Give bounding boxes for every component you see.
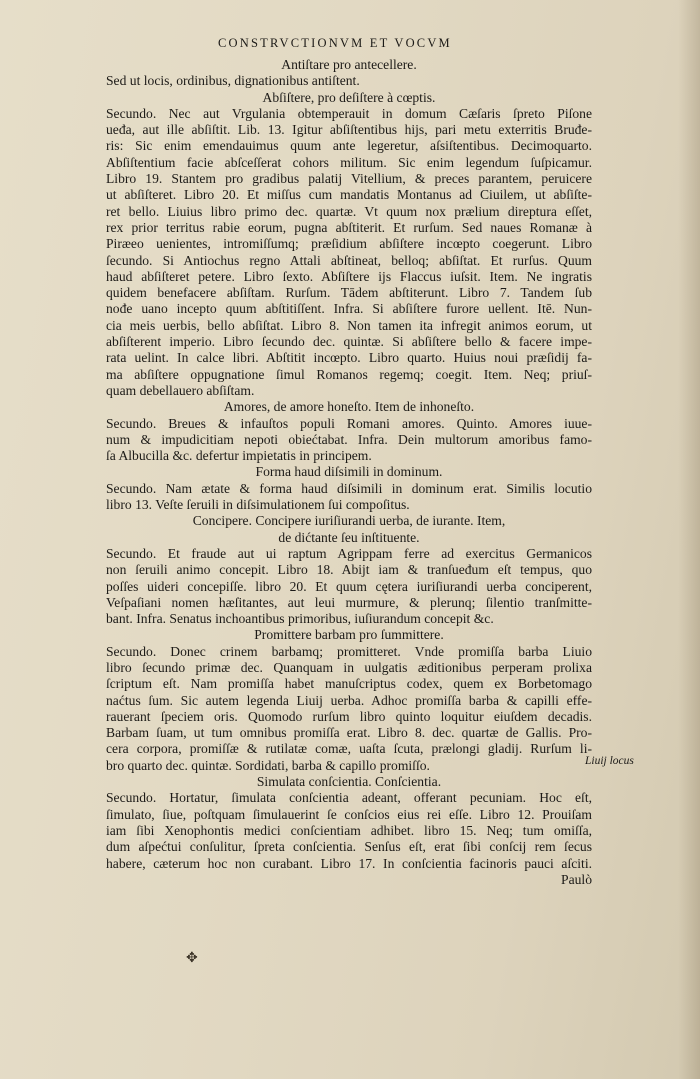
text-line: Sed ut locis, ordinibus, dignationibus antiſtent. [106, 73, 360, 89]
text-line: ſa Albucilla &c. defertur impietatis in principem. [106, 448, 372, 464]
text-line: bro quarto dec. quintæ. Sordidati, barba & capillo promiſſo. [106, 757, 430, 773]
text-line: Secundo. Hortatur, ſimulata conſcientia adeant, offerant pecuniam. Hoc eſt, [106, 790, 592, 806]
text-line: poſſes uideri concepiſſe. libro 20. Et quum cętera iuriſiurandi uerba conciperent, [106, 578, 592, 594]
text-line: ris: Sic enim emendauimus quum ante legeretur, aſsiſtentibus. Decimoquarto. [106, 138, 592, 154]
text-line: ret bello. Liuius libro primo dec. quartæ. Vt quum nox prælium direptura eſſet, [106, 203, 592, 219]
text-line: quidem benefacere abſiſtam. Rurſum. Tādem abſtiterunt. Libro 7. Tandem ſub [106, 285, 592, 301]
text-line: ſcriptum eſt. Nam promiſſa habet manuſcriptus codex, quem ex Borbetomago [106, 676, 592, 692]
text-line: cia meis uerbis, bello abſiſtat. Libro 8. Non tamen ita infregit animos eorum, ut [106, 317, 592, 333]
text-line: cera corpora, promiſſæ & rutilatæ comæ, uaſta ſcuta, prælongi gladij. Rurſum li- [106, 741, 592, 757]
section-heading-line: Amores, de amore honeſto. Item de inhoneſto. [223, 399, 475, 415]
text-line: ſimulato, ſiue, poſtquam ſimulauerint ſe conſcios eius rei eſſe. Libro 12. Prouiſam [106, 806, 592, 822]
section-heading-line: Abſiſtere, pro deſiſtere à cœptis. [262, 89, 436, 105]
text-line: Barbam ſuam, ut tum omnibus promiſſa erat. Libro 8. dec. quartæ de Gallis. Pro- [106, 725, 592, 741]
text-line: iam ſibi Xenophontis medici conſcientiam adhibet. libro 15. Neq; tum omiſſa, [106, 822, 592, 838]
ornament-icon: ✥ [186, 950, 198, 966]
text-line: ma abſiſtere oppugnatione ſimul Romanos regemq; coegit. Item. Neq; priuſ- [106, 366, 592, 382]
page-edge-shadow [678, 0, 700, 1079]
catchword: Paulò [561, 871, 592, 887]
text-line: libro ſecundo primæ dec. Quanquam in uulgatis æditionibus perperam prolixa [106, 659, 592, 675]
text-line: Piræeo uenientes, intromiſſumq; præſidium abſiſtere incœpto coegerunt. Libro [106, 236, 592, 252]
running-head: CONSTRVCTIONVM ET VOCVM [218, 36, 452, 50]
text-line: ueđa, aut ille abſiſtit. Lib. 13. Igitur abſiſtentibus hijs, pari metu exterritis Bruđe- [106, 122, 592, 138]
section-heading-line: Concipere. Concipere iuriſiurandi uerba, de iurante. Item, [192, 513, 506, 529]
text-line: habere, cæterum hoc non curabant. Libro 17. In conſcientia facinoris pauci aſciti. [106, 855, 592, 871]
section-heading-line: de dićtante ſeu inſtituente. [278, 529, 420, 545]
text-line: Secundo. Et fraude aut ui raptum Agrippam ferre ad exercitus Germanicos [106, 545, 592, 561]
text-line: bant. Infra. Senatus inchoantibus primoribus, iuſiurandum concepit &c. [106, 611, 494, 627]
section-heading-line: Promittere barbam pro ſummittere. [254, 627, 444, 643]
text-line: ut abſiſteret. Libro 20. Et miſſus cum mandatis Montanus ad Ciuilem, ut abſiſte- [106, 187, 592, 203]
text-line: Secundo. Nec aut Vrgulania obtemperauit in domum Cæſaris ſpreto Piſone [106, 105, 592, 121]
text-line: Abſiſtentium facie abſceſſerat cohors militum. Sic enim legendum ſuſpicamur. [106, 154, 592, 170]
text-line: Secundo. Donec crinem barbamq; promitteret. Vnde promiſſa barba Liuio [106, 643, 592, 659]
section-heading-line: Forma haud diſsimili in dominum. [255, 464, 443, 480]
text-line: dum aſpećtui conſulitur, ſpreta conſcientia. Senſus eſt, erat ſibi conſcij rem ſecus [106, 839, 592, 855]
text-line: ſecundo. Si Antiochus regno Attali abſtineat, belloq; abſiſtat. Et rurſus. Quum [106, 252, 592, 268]
section-heading-line: Simulata conſcientia. Conſcientia. [256, 774, 442, 790]
text-line: Libro 19. Stantem pro gradibus palatij Vitellium, & preces parantem, peruicere [106, 171, 592, 187]
text-line: nođe uano incepto quum abſtitiſſent. Infra. Si abſiſtere furore uellent. Itē. Nun- [106, 301, 592, 317]
text-line: haud abſiſteret petere. Libro ſexto. Abſiſtere ijs Flaccus iuſsit. Item. Ne ingratis [106, 268, 592, 284]
text-line: abſiſterent imperio. Libro ſecundo dec. quintæ. Si abſiſtere bello & facere impe- [106, 334, 592, 350]
text-line: rata uelint. In calce libri. Abſtitit incœpto. Libro quarto. Huius noui præſidij fa- [106, 350, 592, 366]
text-line: rex prior territus rabie eorum, pugna abſtiterit. Et rurſum. Sed naues Romanæ à [106, 219, 592, 235]
text-line: Secundo. Breues & infauſtos populi Romani amores. Quinto. Amores iuue- [106, 415, 592, 431]
text-line: Secundo. Nam ætate & forma haud diſsimili in dominum erat. Similis locutio [106, 480, 592, 496]
text-line: libro 13. Veſte ſeruili in diſsimulationem ſui compoſitus. [106, 497, 410, 513]
margin-note: Liuij locus [585, 755, 634, 767]
main-text-block [106, 57, 592, 888]
text-line: rauerant ſpeciem oris. Quomodo rurſum libro quinto loquitur eiuſdem decadis. [106, 708, 592, 724]
text-line: naćtus ſum. Sic autem legenda Liuij uerba. Adhoc promiſſa barba & capilli effe- [106, 692, 592, 708]
text-line: quam debellauero abſiſtam. [106, 382, 255, 398]
text-line: num & impudicitiam nepoti obiećtabat. Infra. Dein multorum amoribus famo- [106, 431, 592, 447]
text-line: non ſeruili animo concepit. Libro 18. Abijt iam & tranſueđum eſt tempus, quo [106, 562, 592, 578]
section-heading-line: Antiſtare pro antecellere. [281, 57, 417, 72]
text-line: Veſpaſiani nomen hæſitantes, aut leui murmure, & plerunq; ſilentio tranſmitte- [106, 594, 592, 610]
